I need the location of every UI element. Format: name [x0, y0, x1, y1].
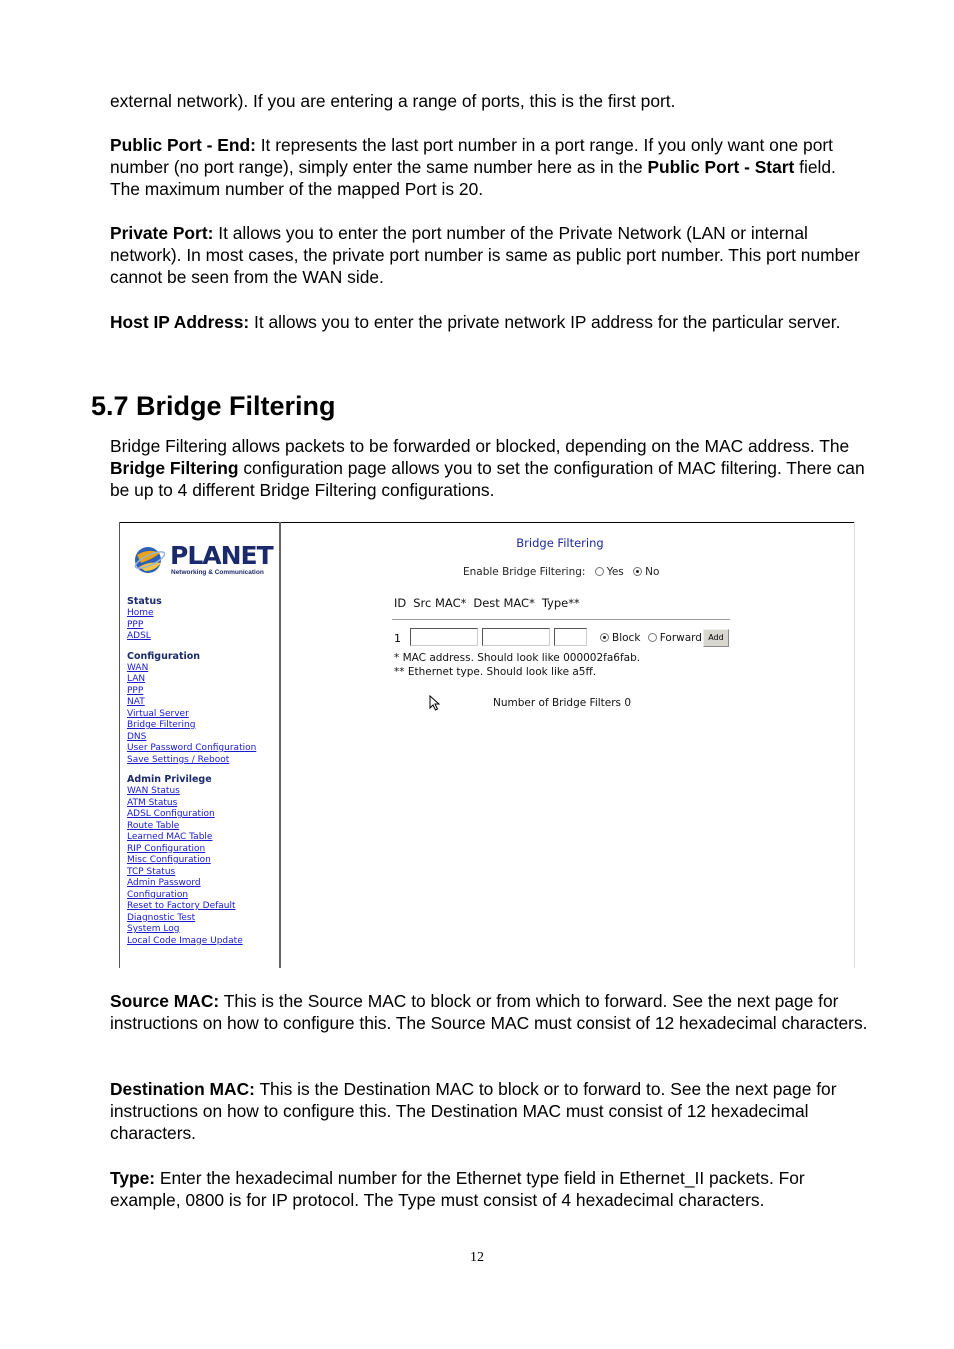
- sidebar-nav: [127, 596, 277, 955]
- term-public-port-start: Public Port - Start: [647, 157, 795, 177]
- paragraph-private-port: [110, 222, 870, 288]
- paragraph-bridge-intro: [110, 435, 870, 501]
- nav-link[interactable]: System Log: [127, 924, 180, 934]
- header-divider: [392, 619, 730, 620]
- nav-link[interactable]: ADSL: [127, 631, 151, 641]
- nav-link[interactable]: Save Settings / Reboot: [127, 754, 230, 765]
- router-ui-screenshot: [119, 522, 855, 968]
- section-heading: 5.7 Bridge Filtering: [91, 391, 336, 421]
- nav-link[interactable]: PPP: [127, 619, 144, 630]
- text: It represents the last port number in a port range. If you only want one port number (no port range), simply enter the same number here as in the: [110, 135, 833, 177]
- panel-title: Bridge Filtering: [516, 536, 604, 550]
- page-number: 12: [470, 1250, 484, 1265]
- nav-link[interactable]: Learned MAC Table: [127, 832, 213, 842]
- nav-link[interactable]: PPP: [127, 685, 144, 696]
- term-destination-mac: Destination MAC:: [110, 1079, 255, 1099]
- src-mac-input[interactable]: [410, 628, 478, 646]
- text: field. The maximum number of the mapped Port is 20.: [110, 157, 836, 199]
- nav-link[interactable]: Route Table: [127, 820, 180, 831]
- term-type: Type:: [110, 1168, 156, 1188]
- block-radio[interactable]: [600, 633, 609, 642]
- nav-link[interactable]: Configuration: [127, 889, 189, 900]
- nav-link[interactable]: Misc Configuration: [127, 855, 211, 865]
- nav-link[interactable]: Admin Password: [127, 878, 201, 888]
- logo-wordmark: PLANET: [170, 541, 273, 570]
- filter-id: 1: [394, 632, 401, 645]
- nav-link[interactable]: WAN: [127, 662, 149, 673]
- type-input[interactable]: [554, 628, 587, 646]
- mouse-pointer-icon: [429, 695, 441, 711]
- nav-link[interactable]: Bridge Filtering: [127, 720, 196, 730]
- text: This is the Destination MAC to block or to forward to. See the next page for instructions on how to configure this. The Destination MAC must consist of 12 hexadecimal characters.: [110, 1079, 837, 1143]
- column-header: Type**: [541, 596, 580, 610]
- sidebar: [119, 522, 279, 968]
- type-format-note: ** Ethernet type. Should look like a5ff.: [394, 666, 597, 678]
- enable-yes-label: Yes: [606, 566, 624, 578]
- filter-row: [394, 628, 854, 648]
- nav-group: [127, 651, 277, 767]
- nav-link[interactable]: Diagnostic Test: [127, 912, 196, 923]
- nav-group-heading: Configuration: [127, 650, 201, 662]
- globe-icon: [133, 543, 167, 577]
- nav-link[interactable]: TCP Status: [127, 866, 176, 877]
- block-label: Block: [612, 632, 641, 644]
- text: It allows you to enter the port number of the Private Network (LAN or internal network). In most cases, the private port number is same as public port number. This port number cannot be seen from the WAN side.: [110, 223, 860, 287]
- paragraph-source-mac: [110, 990, 870, 1034]
- action-options: [600, 632, 702, 644]
- term-source-mac: Source MAC:: [110, 991, 220, 1011]
- paragraph-public-port-end: [110, 134, 870, 200]
- enable-no-label: No: [645, 566, 660, 578]
- nav-link[interactable]: ADSL Configuration: [127, 809, 215, 819]
- column-header: Src MAC*: [413, 596, 467, 610]
- nav-group: [127, 596, 277, 643]
- text: This is the Source MAC to block or from which to forward. See the next page for instructions on how to configure this. The Source MAC must consist of 12 hexadecimal characters.: [110, 991, 868, 1033]
- mac-format-note: * MAC address. Should look like 000002fa6fab.: [394, 652, 641, 664]
- nav-link[interactable]: RIP Configuration: [127, 843, 206, 854]
- nav-group-heading: Status: [127, 596, 162, 607]
- enable-label: Enable Bridge Filtering:: [463, 566, 586, 578]
- dest-mac-input[interactable]: [482, 628, 550, 646]
- enable-no-radio[interactable]: [633, 567, 642, 576]
- planet-logo: [133, 540, 273, 580]
- paragraph-destination-mac: [110, 1078, 870, 1144]
- term-private-port: Private Port:: [110, 223, 214, 243]
- nav-link[interactable]: Reset to Factory Default: [127, 901, 236, 911]
- nav-link[interactable]: NAT: [127, 697, 145, 707]
- term-public-port-end: Public Port - End:: [110, 135, 256, 155]
- nav-link[interactable]: Virtual Server: [127, 708, 189, 719]
- enable-yes-radio[interactable]: [595, 567, 604, 576]
- add-button[interactable]: Add: [703, 629, 729, 647]
- logo-tagline: Networking & Communication: [171, 569, 264, 576]
- nav-link[interactable]: User Password Configuration: [127, 743, 257, 753]
- nav-link[interactable]: Home: [127, 608, 154, 618]
- nav-link[interactable]: LAN: [127, 674, 146, 684]
- text: Enter the hexadecimal number for the Ethernet type field in Ethernet_II packets. For example, 0800 is for IP protocol. The Type must consist of 4 hexadecimal characters.: [110, 1168, 805, 1210]
- paragraph-host-ip: [110, 311, 870, 333]
- text: It allows you to enter the private network IP address for the particular server.: [249, 312, 841, 332]
- nav-group: [127, 774, 277, 947]
- forward-radio[interactable]: [648, 633, 657, 642]
- bridge-filtering-panel: [281, 522, 855, 968]
- enable-bridge-filtering-row: [463, 566, 659, 578]
- nav-link[interactable]: DNS: [127, 731, 147, 742]
- term-host-ip: Host IP Address:: [110, 312, 250, 332]
- text: configuration page allows you to set the configuration of MAC filtering. There can be up to 4 different Bridge Filtering configurations.: [110, 458, 865, 500]
- term-bridge-filtering: Bridge Filtering: [110, 458, 239, 478]
- filter-count: Number of Bridge Filters 0: [493, 697, 632, 709]
- nav-link[interactable]: Local Code Image Update: [127, 935, 243, 946]
- column-header: ID: [394, 596, 407, 610]
- nav-group-heading: Admin Privilege: [127, 774, 212, 785]
- filter-table-header: [394, 596, 587, 610]
- forward-label: Forward: [659, 632, 702, 644]
- paragraph-first-port: external network). If you are entering a range of ports, this is the first port.: [110, 91, 676, 111]
- nav-link[interactable]: WAN Status: [127, 786, 180, 796]
- paragraph-type: [110, 1167, 870, 1211]
- column-header: Dest MAC*: [473, 596, 535, 610]
- nav-link[interactable]: ATM Status: [127, 797, 178, 808]
- text: Bridge Filtering allows packets to be forwarded or blocked, depending on the MAC address. The: [110, 436, 850, 456]
